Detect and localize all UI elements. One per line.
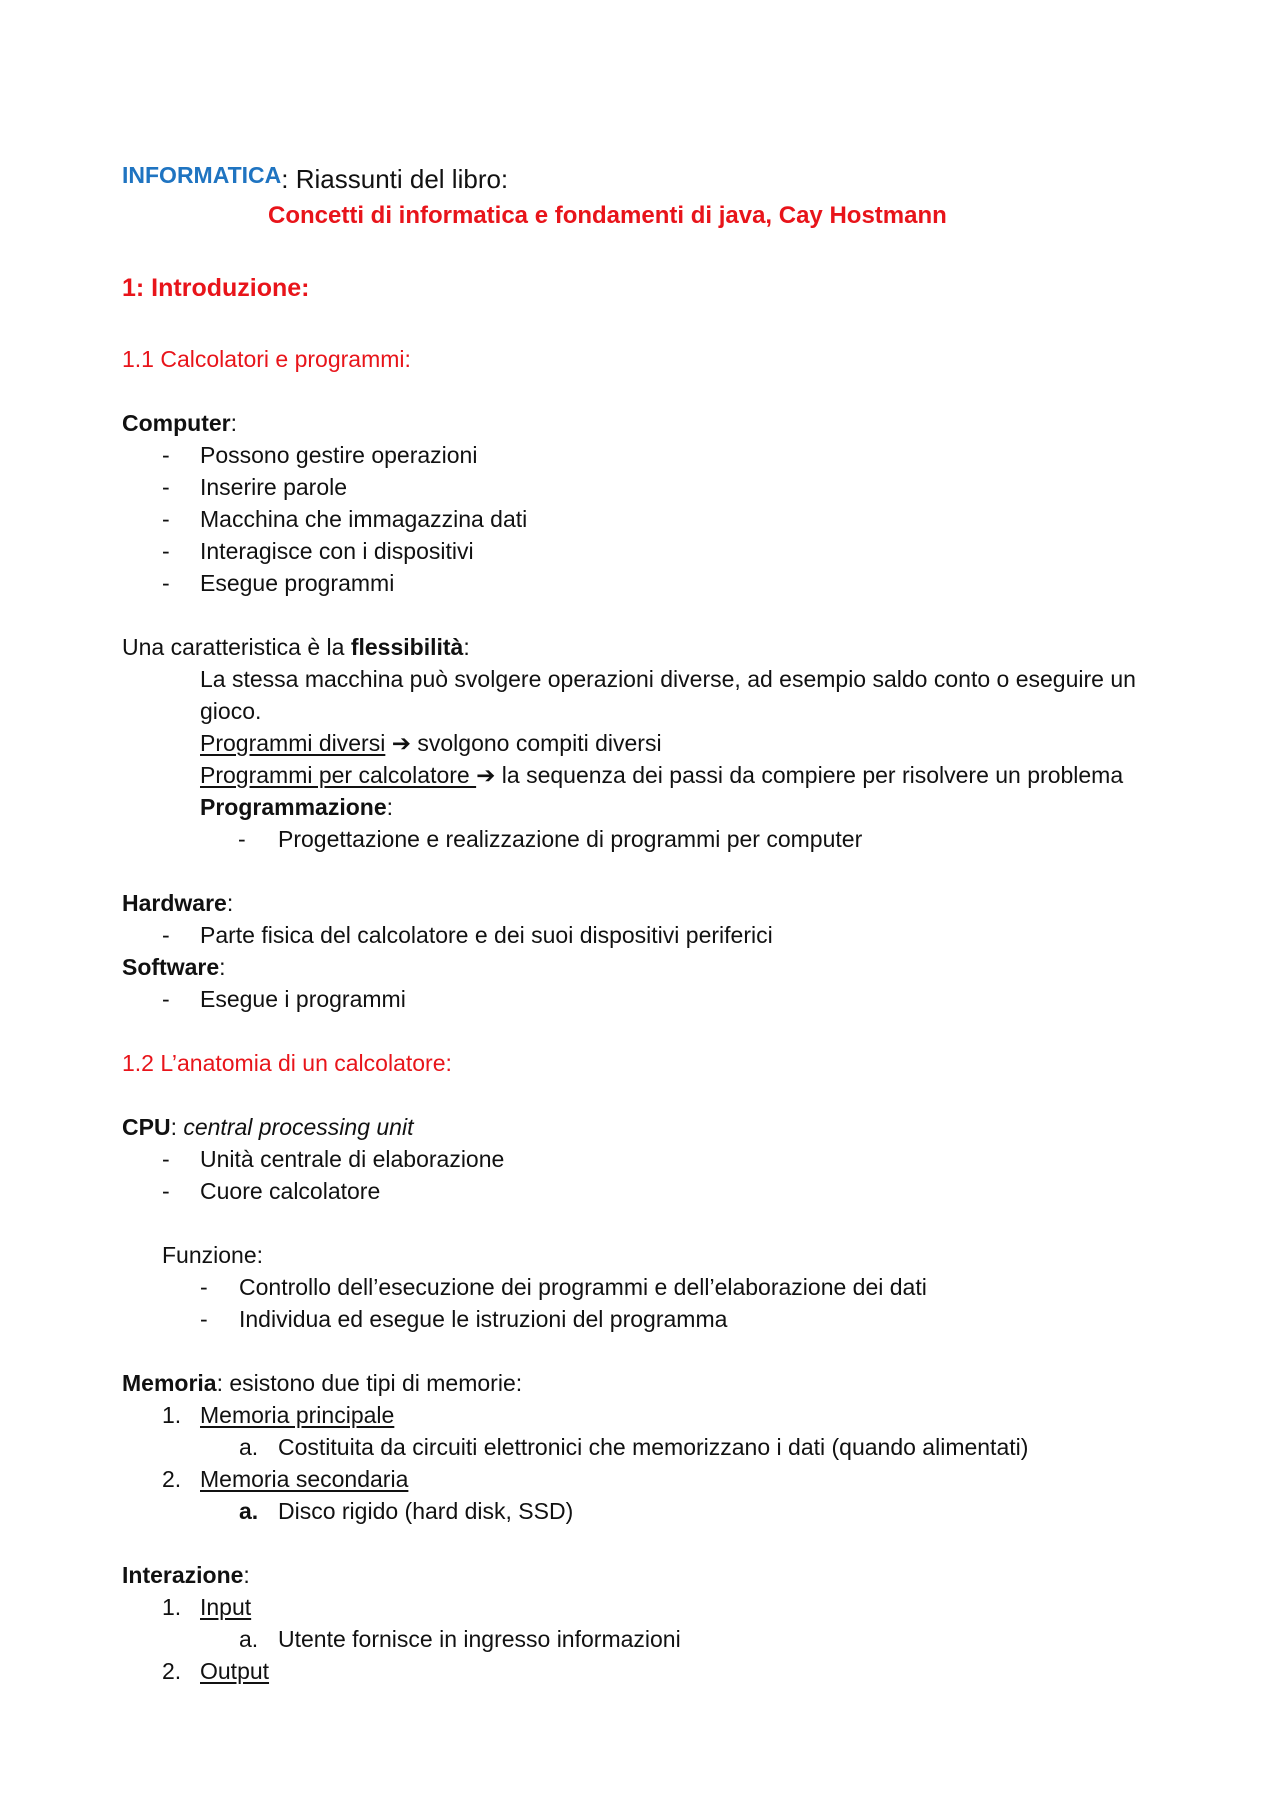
input-label: Input [200, 1594, 252, 1620]
computer-item: Macchina che immagazzina dati [200, 506, 528, 532]
cpu-item: Unità centrale di elaborazione [200, 1146, 505, 1172]
flexibility-desc-line2: gioco. [200, 698, 262, 724]
computer-item: Esegue programmi [200, 570, 395, 596]
colon: : [463, 634, 470, 660]
hardware-item: Parte fisica del calcolatore e dei suoi dispositivi periferici [200, 922, 773, 948]
memoria-secondaria-desc: Disco rigido (hard disk, SSD) [278, 1498, 574, 1524]
colon: : [230, 410, 238, 436]
cpu-item: Cuore calcolatore [200, 1178, 381, 1204]
software-label: Software [122, 954, 220, 980]
list-dash: - [162, 1178, 170, 1204]
chapter-title: 1: Introduzione: [122, 274, 310, 302]
flexibility-term: flessibilità [350, 634, 464, 660]
programmi-calcolatore-term: Programmi per calcolatore [200, 762, 477, 788]
memoria-label: Memoria [122, 1370, 217, 1396]
list-dash: - [162, 442, 170, 468]
interazione-label: Interazione [122, 1562, 244, 1588]
hardware-label-line [122, 889, 233, 917]
programmazione-item: Progettazione e realizzazione di programmi per computer [278, 826, 863, 852]
cpu-label: CPU [122, 1114, 171, 1140]
funzione-item: Individua ed esegue le istruzioni del programma [239, 1306, 728, 1332]
subject-title: INFORMATICA [122, 162, 282, 188]
programmi-diversi-desc: svolgono compiti diversi [417, 730, 662, 756]
computer-label-line [122, 409, 237, 437]
memoria-description: : esistono due tipi di memorie: [216, 1370, 523, 1396]
input-desc: Utente fornisce in ingresso informazioni [278, 1626, 681, 1652]
memoria-secondaria-label: Memoria secondaria [200, 1466, 409, 1492]
colon: : [170, 1114, 177, 1140]
sub-list-marker: a. [239, 1498, 259, 1524]
funzione-label: Funzione: [162, 1242, 264, 1268]
computer-item: Interagisce con i dispositivi [200, 538, 474, 564]
list-dash: - [238, 826, 246, 852]
list-dash: - [162, 474, 170, 500]
list-dash: - [162, 922, 170, 948]
list-dash: - [200, 1274, 208, 1300]
computer-label: Computer [122, 410, 231, 436]
output-label: Output [200, 1658, 270, 1684]
memoria-label-line [122, 1369, 522, 1397]
programmi-calcolatore-line [200, 761, 1123, 789]
computer-item: Inserire parole [200, 474, 348, 500]
list-dash: - [162, 506, 170, 532]
flexibility-desc-line1: La stessa macchina può svolgere operazioni diverse, ad esempio saldo conto o eseguire un [200, 666, 1136, 692]
document-header [122, 160, 509, 194]
right-arrow-icon: ➔ [391, 730, 411, 756]
programmazione-label: Programmazione [200, 794, 387, 820]
section-title-1-1: 1.1 Calcolatori e programmi: [122, 346, 411, 372]
list-dash: - [162, 538, 170, 564]
list-number: 1. [162, 1594, 182, 1620]
interazione-label-line [122, 1561, 250, 1589]
list-dash: - [162, 1146, 170, 1172]
flexibility-prefix: Una caratteristica è la [122, 634, 351, 660]
programmi-diversi-line [200, 729, 662, 757]
list-number: 1. [162, 1402, 182, 1428]
software-item: Esegue i programmi [200, 986, 406, 1012]
sub-list-marker: a. [239, 1626, 259, 1652]
header-subtitle: : Riassunti del libro: [281, 164, 509, 194]
programmi-calcolatore-desc: la sequenza dei passi da compiere per risolvere un problema [501, 762, 1124, 788]
colon: : [226, 890, 234, 916]
colon: : [243, 1562, 250, 1588]
section-title-1-2: 1.2 L’anatomia di un calcolatore: [122, 1050, 452, 1076]
programmi-diversi-term: Programmi diversi [200, 730, 386, 756]
software-label-line [122, 953, 226, 981]
flexibility-line [122, 633, 470, 661]
list-number: 2. [162, 1466, 182, 1492]
computer-item: Possono gestire operazioni [200, 442, 478, 468]
sub-list-marker: a. [239, 1434, 259, 1460]
list-dash: - [162, 570, 170, 596]
hardware-label: Hardware [122, 890, 227, 916]
list-dash: - [162, 986, 170, 1012]
memoria-principale-label: Memoria principale [200, 1402, 395, 1428]
list-number: 2. [162, 1658, 182, 1684]
cpu-label-line [122, 1113, 413, 1141]
colon: : [219, 954, 226, 980]
cpu-description: central processing unit [183, 1114, 414, 1140]
book-title: Concetti di informatica e fondamenti di java, Cay Hostmann [268, 202, 947, 229]
colon: : [386, 794, 393, 820]
programmazione-label-line [200, 793, 393, 821]
list-dash: - [200, 1306, 208, 1332]
memoria-principale-desc: Costituita da circuiti elettronici che memorizzano i dati (quando alimentati) [278, 1434, 1029, 1460]
right-arrow-icon: ➔ [476, 762, 496, 788]
funzione-item: Controllo dell’esecuzione dei programmi e dell’elaborazione dei dati [239, 1274, 927, 1300]
